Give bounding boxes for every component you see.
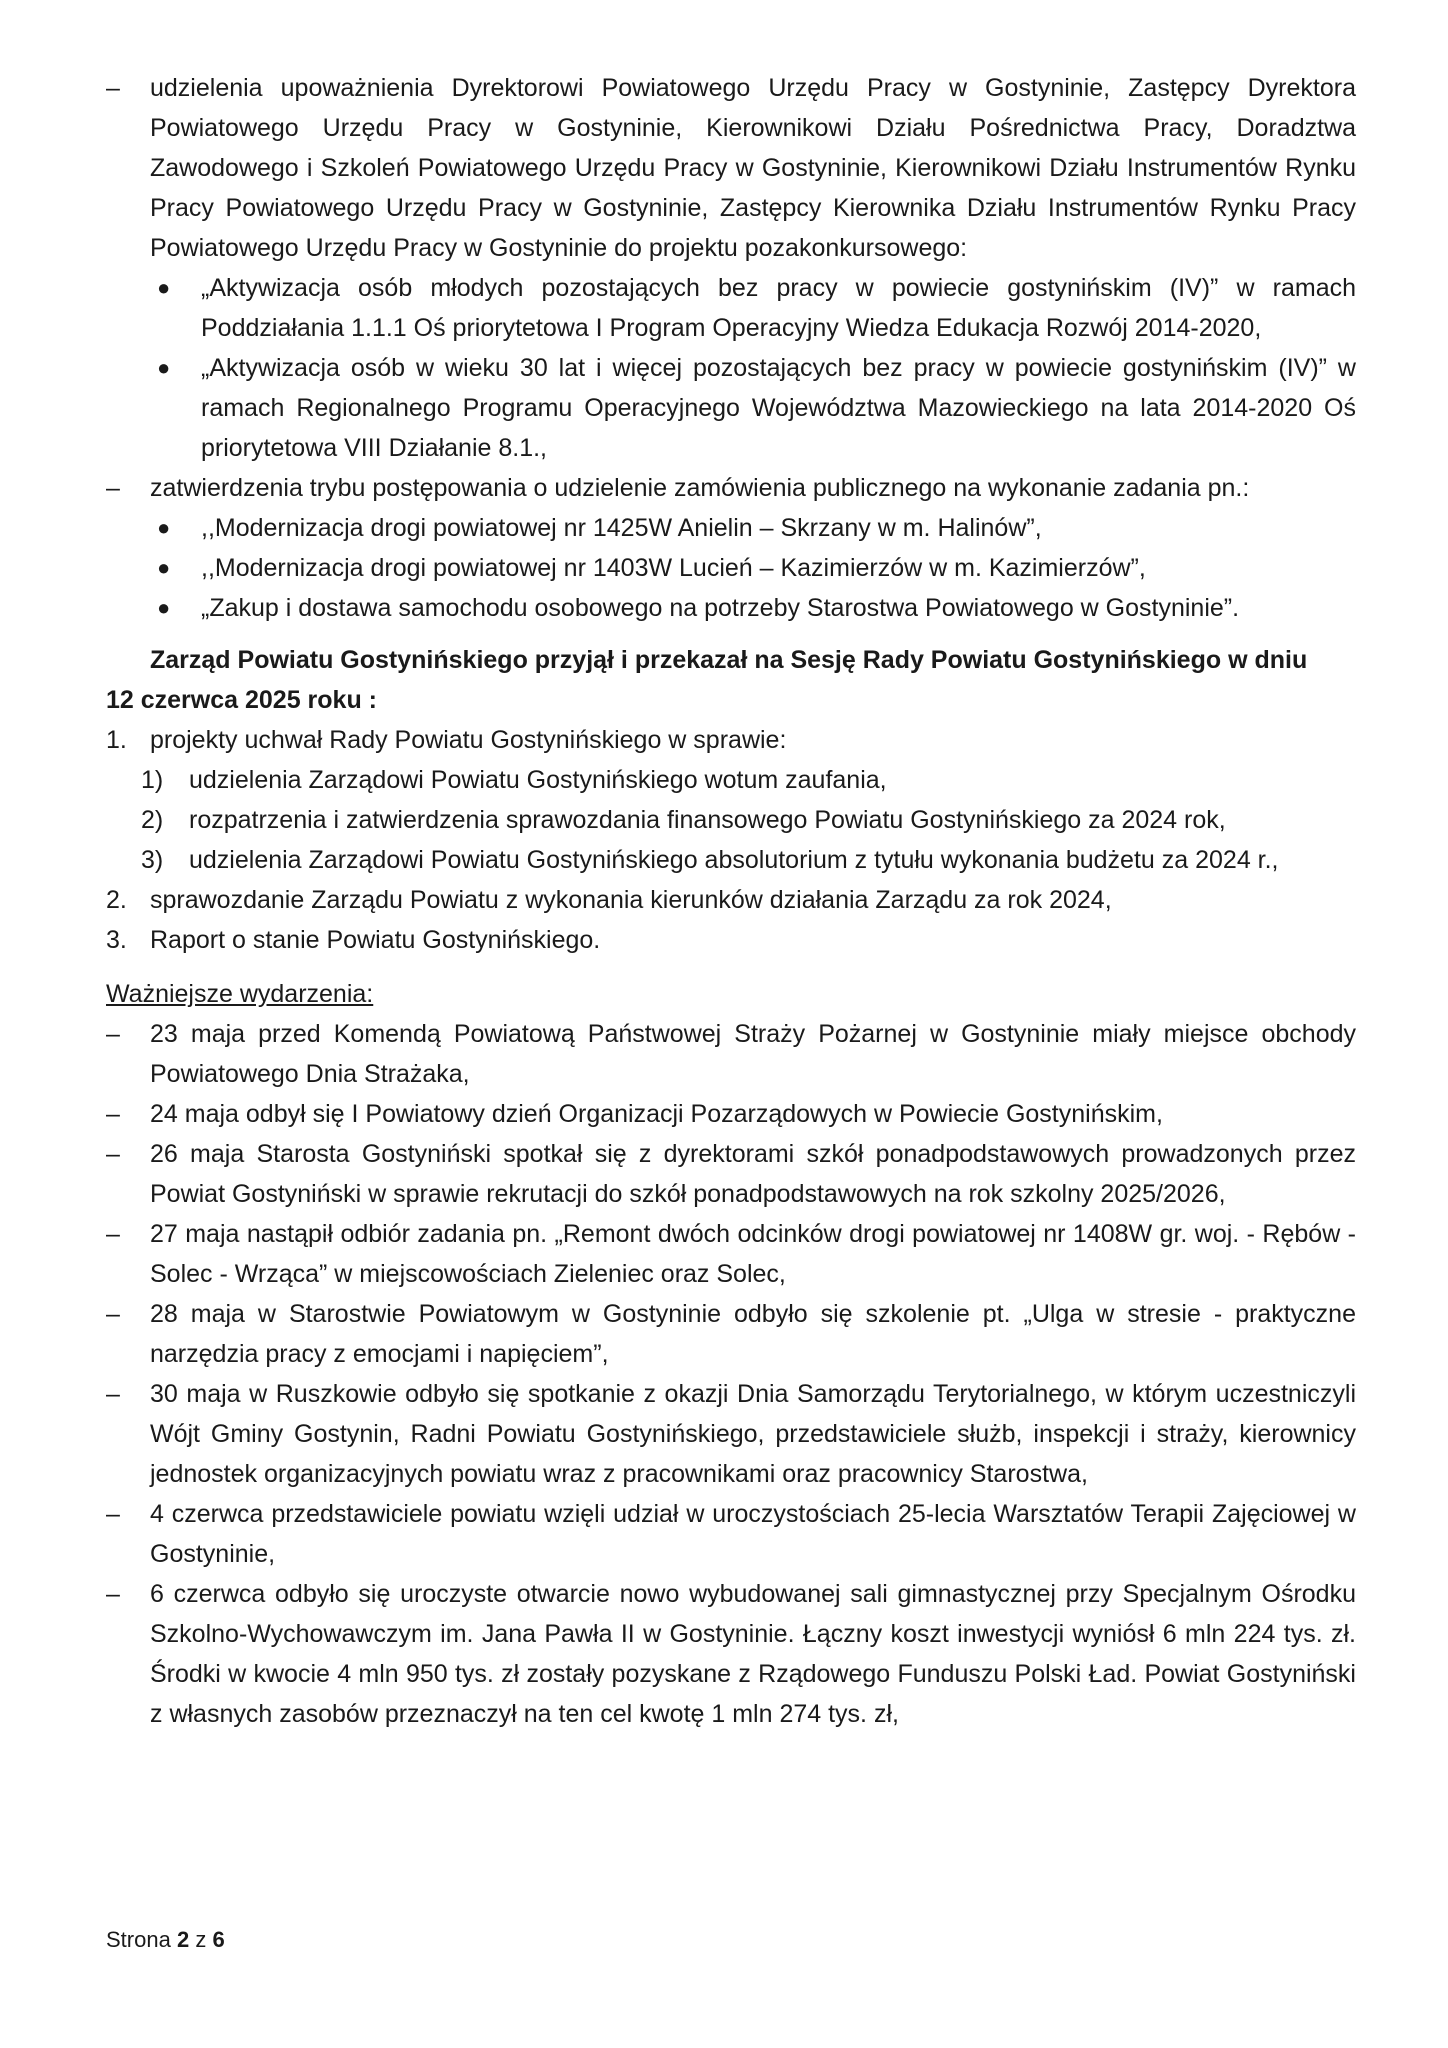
event-text: 27 maja nastąpił odbiór zadania pn. „Remont dwóch odcinków drogi powiatowej nr 1408W gr. woj. - Rębów - Solec - Wrząca” w miejscowościach Zieleniec oraz Solec,	[150, 1220, 1356, 1288]
bullet-text: „Aktywizacja osób młodych pozostających bez pracy w powiecie gostynińskim (IV)” w ramach Poddziałania 1.1.1 Oś priorytetowa I Program Operacyjny Wiedza Edukacja Rozwój 2014-2020,	[201, 274, 1356, 342]
bullet-marker: ●	[157, 355, 171, 380]
footer-label: Strona	[106, 1927, 171, 1952]
sub-item	[0, 840, 1356, 880]
dash-marker: –	[106, 1300, 120, 1328]
events-heading: Ważniejsze wydarzenia:	[106, 980, 374, 1008]
dash-marker: –	[106, 1580, 120, 1608]
event-text: 30 maja w Ruszkowie odbyło się spotkanie z okazji Dnia Samorządu Terytorialnego, w którym uczestniczyli Wójt Gminy Gostynin, Radni Powiatu Gostynińskiego, przedstawiciele służb, inspekcji i straży, kierownicy jednostek organizacyjnych powiatu wraz z pracownikami oraz pracownicy Starostwa,	[150, 1380, 1356, 1488]
bullet-marker: ●	[157, 275, 171, 300]
authorization-list	[0, 68, 1448, 268]
sub-item	[0, 760, 1356, 800]
dash-marker: –	[106, 1380, 120, 1408]
board-numbered-list	[0, 720, 1448, 760]
numbered-item	[0, 880, 1356, 920]
item-text: sprawozdanie Zarządu Powiatu z wykonania kierunków działania Zarządu za rok 2024,	[150, 886, 1112, 914]
sub-item-text: udzielenia Zarządowi Powiatu Gostynińskiego wotum zaufania,	[189, 766, 887, 794]
bullet-marker: ●	[157, 555, 171, 580]
event-item	[0, 1374, 1356, 1494]
list-item	[0, 468, 1356, 508]
sub-item-number: 3)	[141, 846, 164, 874]
sub-item-text: udzielenia Zarządowi Powiatu Gostynińskiego absolutorium z tytułu wykonania budżetu za 2024 r.,	[189, 846, 1279, 874]
heading-line-2: 12 czerwca 2025 roku :	[106, 686, 377, 714]
dash-marker: –	[106, 1140, 120, 1168]
event-item	[0, 1014, 1356, 1094]
sub-item	[0, 800, 1356, 840]
list-item-text: zatwierdzenia trybu postępowania o udzielenie zamówienia publicznego na wykonanie zadania pn.:	[150, 474, 1250, 502]
events-list	[0, 1014, 1448, 1734]
dash-marker: –	[106, 1100, 120, 1128]
footer-page-total: 6	[212, 1927, 225, 1952]
bullet-item	[0, 348, 1356, 468]
event-text: 4 czerwca przedstawiciele powiatu wzięli udział w uroczystościach 25-lecia Warsztatów Terapii Zajęciowej w Gostyninie,	[150, 1500, 1356, 1568]
dash-marker: –	[106, 1020, 120, 1048]
project-bullet-list	[0, 268, 1448, 468]
dash-marker: –	[106, 74, 120, 102]
footer-separator: z	[195, 1927, 207, 1952]
list-item-text: udzielenia upoważnienia Dyrektorowi Powiatowego Urzędu Pracy w Gostyninie, Zastępcy Dyrektora Powiatowego Urzędu Pracy w Gostyninie, Kierownikowi Działu Pośrednictwa Pracy, Doradztwa Zawodowego i Szkoleń Powiatowego Urzędu Pracy w Gostyninie, Kierownikowi Działu Instrumentów Rynku Pracy Powiatowego Urzędu Pracy w Gostyninie, Zastępcy Kierownika Działu Instrumentów Rynku Pracy Powiatowego Urzędu Pracy w Gostyninie do projektu pozakonkursowego:	[150, 74, 1356, 262]
sub-item-number: 1)	[141, 766, 164, 794]
bullet-marker: ●	[157, 595, 171, 620]
item-number: 3.	[106, 926, 127, 954]
item-number: 1.	[106, 726, 127, 754]
list-item	[0, 68, 1356, 268]
event-item	[0, 1134, 1356, 1214]
dash-marker: –	[106, 1220, 120, 1248]
procurement-bullet-list	[0, 508, 1448, 628]
bullet-text: „Zakup i dostawa samochodu osobowego na potrzeby Starostwa Powiatowego w Gostyninie”.	[201, 594, 1240, 622]
bullet-item	[0, 268, 1356, 348]
bullet-text: ,,Modernizacja drogi powiatowej nr 1425W Anielin – Skrzany w m. Halinów”,	[201, 514, 1042, 542]
event-item	[0, 1094, 1356, 1134]
event-text: 26 maja Starosta Gostyniński spotkał się z dyrektorami szkół ponadpodstawowych prowadzonych przez Powiat Gostyniński w sprawie rekrutacji do szkół ponadpodstawowych na rok szkolny 2025/2026,	[150, 1140, 1356, 1208]
event-text: 24 maja odbył się I Powiatowy dzień Organizacji Pozarządowych w Powiecie Gostynińskim,	[150, 1100, 1163, 1128]
event-text: 28 maja w Starostwie Powiatowym w Gostyninie odbyło się szkolenie pt. „Ulga w stresie - praktyczne narzędzia pracy z emocjami i napięciem”,	[150, 1300, 1356, 1368]
event-item	[0, 1294, 1356, 1374]
dash-marker: –	[106, 474, 120, 502]
item-number: 2.	[106, 886, 127, 914]
dash-marker: –	[106, 1500, 120, 1528]
event-item	[0, 1574, 1356, 1734]
event-text: 23 maja przed Komendą Powiatową Państwowej Straży Pożarnej w Gostyninie miały miejsce obchody Powiatowego Dnia Strażaka,	[150, 1020, 1356, 1088]
bullet-item	[0, 508, 1356, 548]
event-item	[0, 1214, 1356, 1294]
bullet-text: ,,Modernizacja drogi powiatowej nr 1403W Lucień – Kazimierzów w m. Kazimierzów”,	[201, 554, 1146, 582]
board-numbered-list-continued	[0, 880, 1448, 960]
heading-line-1: Zarząd Powiatu Gostynińskiego przyjął i przekazał na Sesję Rady Powiatu Gostynińskiego w dniu	[150, 646, 1308, 674]
resolution-sub-list	[0, 760, 1448, 880]
bullet-item	[0, 548, 1356, 588]
page-footer	[106, 1920, 225, 1960]
item-text: Raport o stanie Powiatu Gostynińskiego.	[150, 926, 601, 954]
sub-item-text: rozpatrzenia i zatwierdzenia sprawozdania finansowego Powiatu Gostynińskiego za 2024 rok,	[189, 806, 1226, 834]
footer-page-number: 2	[176, 1927, 190, 1952]
event-item	[0, 1494, 1356, 1574]
sub-item-number: 2)	[141, 806, 164, 834]
bullet-item	[0, 588, 1356, 628]
numbered-item	[0, 920, 1356, 960]
board-section-heading	[0, 640, 1356, 720]
procurement-list	[0, 468, 1448, 508]
bullet-marker: ●	[157, 515, 171, 540]
numbered-item	[0, 720, 1356, 760]
bullet-text: „Aktywizacja osób w wieku 30 lat i więcej pozostających bez pracy w powiecie gostynińskim (IV)” w ramach Regionalnego Programu Operacyjnego Województwa Mazowieckiego na lata 2014-2020 Oś priorytetowa VIII Działanie 8.1.,	[201, 354, 1356, 462]
item-text: projekty uchwał Rady Powiatu Gostynińskiego w sprawie:	[150, 726, 787, 754]
event-text: 6 czerwca odbyło się uroczyste otwarcie nowo wybudowanej sali gimnastycznej przy Specjalnym Ośrodku Szkolno-Wychowawczym im. Jana Pawła II w Gostyninie. Łączny koszt inwestycji wyniósł 6 mln 224 tys. zł. Środki w kwocie 4 mln 950 tys. zł zostały pozyskane z Rządowego Funduszu Polski Ład. Powiat Gostyniński z własnych zasobów przeznaczył na ten cel kwotę 1 mln 274 tys. zł,	[150, 1580, 1356, 1728]
